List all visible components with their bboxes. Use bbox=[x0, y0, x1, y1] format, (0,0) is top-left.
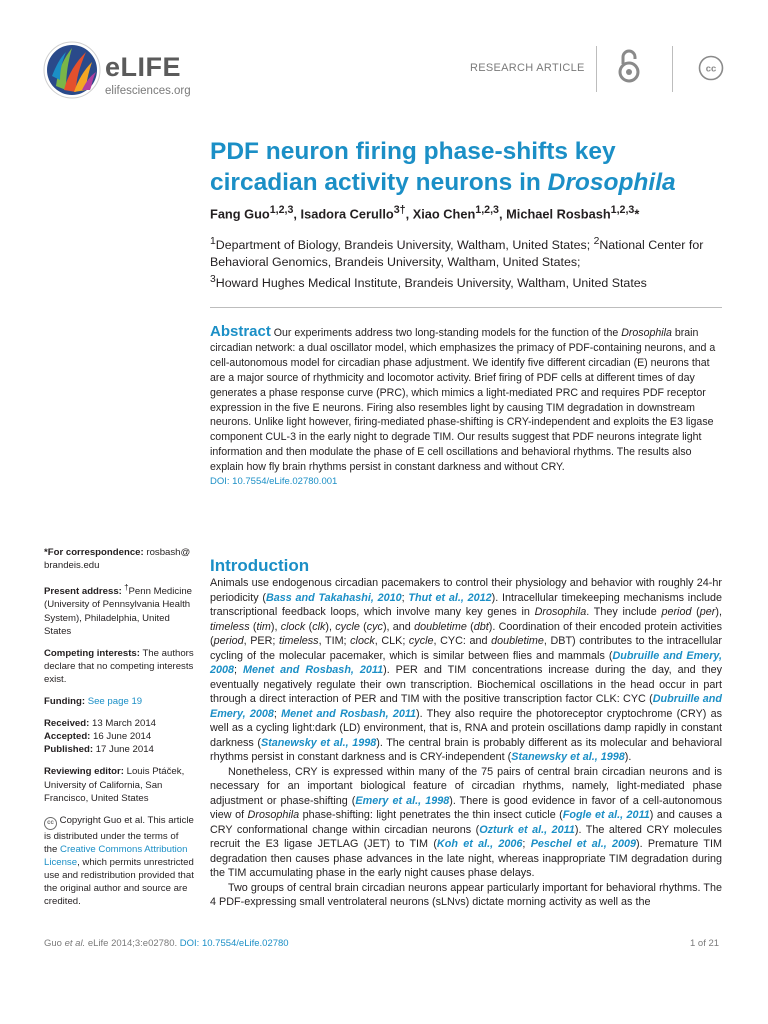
italic-term: clock bbox=[280, 620, 306, 633]
italic-term: timeless bbox=[278, 635, 319, 647]
italic-term: clk bbox=[312, 620, 326, 633]
copyright-notice bbox=[44, 814, 194, 909]
funding-link[interactable]: See page 19 bbox=[85, 696, 143, 708]
funding bbox=[44, 695, 194, 708]
correspondence-email[interactable]: rosbash@ brandeis.edu bbox=[44, 547, 191, 572]
footer-text: et al. bbox=[64, 938, 86, 949]
abstract bbox=[210, 325, 722, 490]
elife-logo[interactable] bbox=[42, 40, 212, 100]
license-link[interactable]: Creative Commons Attribution License bbox=[44, 843, 188, 868]
abstract-heading: Abstract bbox=[210, 323, 271, 340]
article-title bbox=[210, 136, 730, 198]
article-type-label: RESEARCH ARTICLE bbox=[470, 62, 585, 74]
copyright-text: , which permits unrestricted use and redistribution provided that the original author and source are credited. bbox=[44, 856, 194, 908]
logo-url[interactable]: elifesciences.org bbox=[105, 85, 191, 97]
affiliation-number: 3 bbox=[210, 274, 216, 286]
logo-wordmark: eLIFE bbox=[105, 52, 182, 82]
author-name[interactable]: Michael Rosbash bbox=[506, 206, 611, 222]
author-separator: , bbox=[293, 206, 301, 222]
corresponding-author-star: * bbox=[634, 206, 640, 222]
page-number: 1 of 21 bbox=[690, 938, 720, 949]
italic-term: doubletime bbox=[491, 635, 544, 647]
affiliation-text: National Center for Behavioral Genomics, Brandeis University, Waltham, United States; bbox=[210, 238, 704, 270]
citation-link[interactable]: Dubruille and Emery, 2008 bbox=[210, 649, 722, 676]
article-info-sidebar bbox=[44, 546, 194, 917]
author-affiliation-sup: 1,2,3 bbox=[610, 204, 635, 216]
header-divider bbox=[672, 46, 673, 92]
affiliation-number: 2 bbox=[593, 236, 600, 247]
citation-link[interactable]: Menet and Rosbash, 2011 bbox=[281, 707, 417, 720]
competing-interests-value: The authors declare that no competing interests exist. bbox=[44, 647, 194, 685]
reviewing-editor-value: Louis Ptáček, University of California, San Francisco, United States bbox=[44, 766, 185, 804]
open-access-icon[interactable] bbox=[616, 48, 642, 84]
reviewing-editor-label: Reviewing editor: bbox=[44, 766, 124, 778]
competing-interests-label: Competing interests: bbox=[44, 647, 140, 659]
title-line-2: circadian activity neurons in bbox=[210, 169, 548, 196]
paragraph: Nonetheless, CRY is expressed within many of the 75 pairs of central brain circadian neurons and is necessary for an important biological feature of circadian rhythms, namely, light-mediated phase adjustment or phase-shifting (Emery et al., 1998). There is good evidence in favor of a cell-autonomous view of Drosophila phase-shifting: light penetrates the thin insect cuticle (Fogle et al., 2011) and causes a CRY conformational change within circadian neurons (Ozturk et al., 2011). The altered CRY molecules recruit the E3 ligase JETLAG (JET) to TIM (Koh et al., 2006; Peschel et al., 2009). Premature TIM degradation then causes phase advances in the late night, whereas inappropriate TIM degradation during the TIM accumulating phase in the early night causes phase delays. bbox=[210, 765, 723, 879]
published-date: 17 June 2014 bbox=[93, 744, 154, 756]
author-affiliation-sup: 1,2,3 bbox=[269, 204, 294, 216]
abstract-text: Our experiments address two long-standing models for the function of the bbox=[270, 327, 622, 339]
footer-text: eLife 2014;3:e02780. bbox=[85, 938, 180, 949]
section-divider bbox=[210, 307, 722, 308]
italic-term: doubletime bbox=[414, 620, 467, 633]
citation-link[interactable]: Koh et al., 2006 bbox=[436, 838, 523, 850]
author-affiliation-sup: 1,2,3 bbox=[475, 204, 499, 216]
cc-small-icon: cc bbox=[44, 817, 57, 830]
affiliation-number: 1 bbox=[210, 236, 216, 247]
italic-term: tim bbox=[256, 620, 271, 633]
copyright-text: Copyright Guo et al. This article is distributed under the terms of the bbox=[44, 814, 194, 855]
italic-term: per bbox=[699, 606, 716, 618]
received-date: 13 March 2014 bbox=[89, 718, 156, 730]
received-label: Received: bbox=[44, 718, 90, 730]
present-address-label: Present address: bbox=[44, 586, 122, 598]
author-separator: , bbox=[405, 206, 413, 222]
footer-doi-link[interactable]: DOI: 10.7554/eLife.02780 bbox=[179, 938, 289, 949]
author-name[interactable]: Isadora Cerullo bbox=[300, 206, 394, 222]
cc-icon-text: cc bbox=[705, 63, 717, 75]
present-address-marker: † bbox=[121, 583, 129, 593]
present-address-value: Penn Medicine (University of Pennsylvania Health System), Philadelphia, United States bbox=[44, 586, 192, 637]
paragraph: Animals use endogenous circadian pacemakers to control their physiology and behavior with roughly 24-hr periodicity (Bass and Takahashi, 2010; Thut et al., 2012). Intracellular timekeeping mechanisms include transcriptional feedback loops, which involve many key genes in Drosophila. They include period (per), timeless (tim), clock (clk), cycle (cyc), and doubletime (dbt). Coordination of their encoded protein activities (period, PER; timeless, TIM; clock, CLK; cycle, CYC: and doubletime, DBT) contributes to the intracellular cycling of the molecular pacemaker, which is similar between flies and mammals (Dubruille and Emery, 2008; Menet and Rosbash, 2011). PER and TIM concentrations increase during the day, and they eventually negatively regulate their own transcription. Biochemical oscillations in the head occur in part through a direct interaction of PER and TIM with the positive transcription factor CLK: CYC (Dubruille and Emery, 2008; Menet and Rosbash, 2011). They also require the photoreceptor cryptochrome (CRY) as well as a cycling light:dark (LD) environment, that is, RNA and protein oscillations damp rapidly in constant darkness (Stanewsky et al., 1998). The central brain is probably different as its molecular and behavioral rhythms persist in constant darkness and is CRY-independent (Stanewsky et al., 1998). bbox=[210, 577, 723, 763]
italic-term: cyc bbox=[366, 620, 383, 633]
footer-citation bbox=[44, 938, 289, 949]
introduction-heading: Introduction bbox=[210, 556, 310, 575]
paragraph: Two groups of central brain circadian neurons appear particularly important for behavioral rhythms. The 4 PDF-expressing small ventrolateral neurons (sLNvs) dictate morning activity as well as the bbox=[210, 881, 722, 908]
citation-link[interactable]: Stanewsky et al., 1998 bbox=[511, 751, 625, 763]
author-separator: , bbox=[498, 206, 507, 222]
italic-term: timeless bbox=[210, 620, 250, 633]
italic-term: cycle bbox=[335, 620, 360, 633]
citation-link[interactable]: Thut et al., 2012 bbox=[408, 591, 492, 604]
correspondence-label: *For correspondence: bbox=[44, 547, 144, 558]
reviewing-editor bbox=[44, 765, 194, 804]
accepted-label: Accepted: bbox=[44, 731, 91, 743]
italic-term: Drosophila bbox=[247, 809, 300, 821]
dates bbox=[44, 717, 194, 756]
italic-term: clock bbox=[350, 635, 375, 647]
creative-commons-icon[interactable] bbox=[698, 55, 724, 81]
introduction-body bbox=[210, 576, 722, 910]
citation-link[interactable]: Ozturk et al., 2011 bbox=[479, 823, 575, 836]
footer-text: Guo bbox=[44, 938, 65, 949]
present-address bbox=[44, 581, 194, 638]
citation-link[interactable]: Emery et al., 1998 bbox=[355, 794, 450, 807]
affiliation-text: Howard Hughes Medical Institute, Brandeis University, Waltham, United States bbox=[215, 276, 647, 291]
citation-link[interactable]: Fogle et al., 2011 bbox=[562, 809, 650, 821]
author-affiliation-sup: 3† bbox=[393, 204, 406, 216]
author-list bbox=[210, 204, 730, 221]
author-name[interactable]: Fang Guo bbox=[210, 206, 270, 222]
italic-term: dbt bbox=[473, 620, 489, 633]
affiliation-text: Department of Biology, Brandeis University, Waltham, United States; bbox=[215, 238, 594, 253]
affiliations bbox=[210, 233, 730, 292]
citation-link[interactable]: Stanewsky et al., 1998 bbox=[261, 736, 377, 749]
elife-logo-icon bbox=[42, 40, 102, 100]
accepted-date: 16 June 2014 bbox=[90, 731, 152, 743]
citation-link[interactable]: Menet and Rosbash, 2011 bbox=[243, 664, 384, 676]
abstract-doi-link[interactable]: DOI: 10.7554/eLife.02780.001 bbox=[210, 476, 338, 488]
italic-term: period bbox=[213, 635, 244, 647]
correspondence bbox=[44, 546, 194, 572]
italic-term: period bbox=[661, 606, 692, 618]
published-label: Published: bbox=[44, 744, 94, 756]
citation-link[interactable]: Bass and Takahashi, 2010 bbox=[265, 591, 402, 604]
title-line-1: PDF neuron firing phase-shifts key bbox=[210, 138, 616, 165]
citation-link[interactable]: Peschel et al., 2009 bbox=[530, 838, 637, 850]
italic-term: Drosophila bbox=[534, 606, 587, 618]
competing-interests bbox=[44, 647, 194, 686]
citation-link[interactable]: Dubruille and Emery, 2008 bbox=[210, 693, 722, 720]
italic-term: cycle bbox=[408, 635, 434, 647]
abstract-species: Drosophila bbox=[621, 327, 672, 339]
header-divider bbox=[596, 46, 597, 92]
funding-label: Funding: bbox=[44, 696, 86, 708]
abstract-text: brain circadian network: a dual oscillator model, which emphasizes the primacy of PDF-containing neurons, and a cell-autonomous model for circadian phase adjustment. We identify five different circadian (E) neurons that are a major source of rhythmicity and locomotor activity. Brief firing of PDF cells at different times of day generates a phase response curve (PRC), which mimics a light-mediated PRC and requires PDF receptor expression in the five E neurons. Firing also resembles light by causing TIM degradation in downstream neurons. Unlike light however, firing-mediated phase-shifting is CRY-independent and exploits the E3 ligase component CUL-3 in the early night to degrade TIM. Our results suggest that PDF neurons integrate light information and then modulate the phase of E cell oscillations and behavioral rhythms. The results also explain how fly brain rhythms persist in constant darkness and without CRY. bbox=[210, 327, 716, 474]
author-name[interactable]: Xiao Chen bbox=[412, 206, 476, 222]
title-species: Drosophila bbox=[547, 169, 676, 196]
